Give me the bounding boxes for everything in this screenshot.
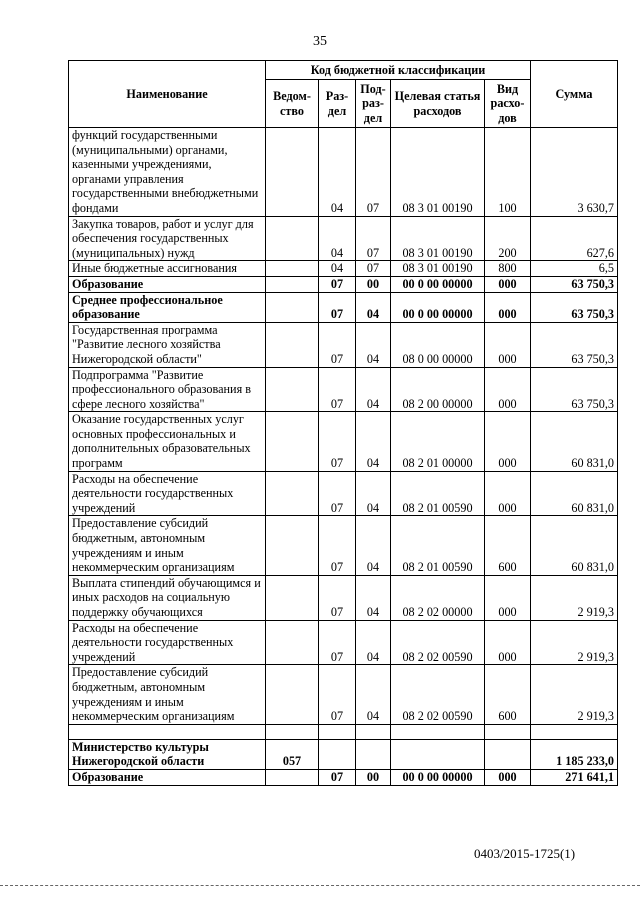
row-vr: 000 bbox=[485, 322, 531, 367]
table-row bbox=[69, 769, 618, 785]
row-vr: 100 bbox=[485, 128, 531, 217]
row-podrazdel: 07 bbox=[356, 261, 391, 277]
row-ved bbox=[266, 261, 319, 277]
row-ved bbox=[266, 724, 319, 739]
table-row bbox=[69, 292, 618, 322]
row-name: Предоставление субсидий бюджетным, автономным учреждениям и иным некоммерческим организациям bbox=[69, 665, 266, 724]
row-ved bbox=[266, 412, 319, 471]
table-row bbox=[69, 367, 618, 412]
row-sum: 627,6 bbox=[531, 216, 618, 261]
row-csr bbox=[391, 724, 485, 739]
row-sum: 6,5 bbox=[531, 261, 618, 277]
row-podrazdel: 04 bbox=[356, 367, 391, 412]
header-ved: Ведом-ство bbox=[266, 80, 319, 128]
row-vr: 000 bbox=[485, 292, 531, 322]
row-vr: 000 bbox=[485, 471, 531, 516]
row-ved bbox=[266, 769, 319, 785]
table-row bbox=[69, 516, 618, 575]
row-ved: 057 bbox=[266, 739, 319, 769]
row-razdel: 07 bbox=[319, 322, 356, 367]
row-name: Образование bbox=[69, 769, 266, 785]
row-name bbox=[69, 724, 266, 739]
header-sum: Сумма bbox=[531, 61, 618, 128]
page-bottom-divider bbox=[0, 885, 640, 886]
row-razdel: 07 bbox=[319, 471, 356, 516]
row-vr: 000 bbox=[485, 769, 531, 785]
row-podrazdel: 00 bbox=[356, 769, 391, 785]
table-body bbox=[69, 128, 618, 786]
row-sum bbox=[531, 724, 618, 739]
row-vr: 200 bbox=[485, 216, 531, 261]
row-vr: 600 bbox=[485, 516, 531, 575]
row-vr bbox=[485, 724, 531, 739]
row-podrazdel: 04 bbox=[356, 292, 391, 322]
row-sum: 63 750,3 bbox=[531, 292, 618, 322]
row-podrazdel: 04 bbox=[356, 322, 391, 367]
table-row bbox=[69, 261, 618, 277]
row-csr: 08 2 01 00590 bbox=[391, 471, 485, 516]
row-ved bbox=[266, 292, 319, 322]
row-name: Иные бюджетные ассигнования bbox=[69, 261, 266, 277]
row-name: Образование bbox=[69, 276, 266, 292]
row-csr: 08 3 01 00190 bbox=[391, 128, 485, 217]
row-razdel bbox=[319, 724, 356, 739]
row-name: Расходы на обеспечение деятельности государственных учреждений bbox=[69, 620, 266, 665]
row-csr: 08 2 02 00000 bbox=[391, 575, 485, 620]
header-razdel: Раз-дел bbox=[319, 80, 356, 128]
row-razdel: 07 bbox=[319, 292, 356, 322]
row-razdel: 07 bbox=[319, 620, 356, 665]
table-header bbox=[69, 61, 618, 128]
row-vr: 000 bbox=[485, 575, 531, 620]
table-row bbox=[69, 276, 618, 292]
row-podrazdel: 04 bbox=[356, 575, 391, 620]
row-csr: 00 0 00 00000 bbox=[391, 276, 485, 292]
row-name: Закупка товаров, работ и услуг для обеспечения государственных (муниципальных) нужд bbox=[69, 216, 266, 261]
row-ved bbox=[266, 471, 319, 516]
row-vr: 600 bbox=[485, 665, 531, 724]
row-razdel: 07 bbox=[319, 665, 356, 724]
document-code: 0403/2015-1725(1) bbox=[474, 846, 576, 861]
row-sum: 63 750,3 bbox=[531, 367, 618, 412]
row-ved bbox=[266, 128, 319, 217]
row-csr: 08 2 02 00590 bbox=[391, 665, 485, 724]
row-razdel: 04 bbox=[319, 261, 356, 277]
row-razdel: 04 bbox=[319, 128, 356, 217]
row-csr: 08 0 00 00000 bbox=[391, 322, 485, 367]
row-name: Расходы на обеспечение деятельности государственных учреждений bbox=[69, 471, 266, 516]
row-sum: 63 750,3 bbox=[531, 276, 618, 292]
row-sum: 60 831,0 bbox=[531, 471, 618, 516]
row-csr: 08 2 02 00590 bbox=[391, 620, 485, 665]
table-row bbox=[69, 471, 618, 516]
row-vr: 000 bbox=[485, 412, 531, 471]
table-row bbox=[69, 575, 618, 620]
row-razdel: 04 bbox=[319, 216, 356, 261]
row-name: Предоставление субсидий бюджетным, автономным учреждениям и иным некоммерческим организациям bbox=[69, 516, 266, 575]
table-row bbox=[69, 412, 618, 471]
row-podrazdel: 00 bbox=[356, 276, 391, 292]
row-csr: 08 2 01 00000 bbox=[391, 412, 485, 471]
header-podrazdel: Под-раз-дел bbox=[356, 80, 391, 128]
row-csr: 08 3 01 00190 bbox=[391, 261, 485, 277]
row-vr: 000 bbox=[485, 276, 531, 292]
row-podrazdel: 04 bbox=[356, 471, 391, 516]
row-razdel: 07 bbox=[319, 412, 356, 471]
row-podrazdel: 04 bbox=[356, 620, 391, 665]
row-name: Министерство культуры Нижегородской области bbox=[69, 739, 266, 769]
row-sum: 271 641,1 bbox=[531, 769, 618, 785]
table-row bbox=[69, 322, 618, 367]
row-csr: 00 0 00 00000 bbox=[391, 292, 485, 322]
table-spacer-row bbox=[69, 724, 618, 739]
row-razdel: 07 bbox=[319, 276, 356, 292]
row-sum: 1 185 233,0 bbox=[531, 739, 618, 769]
row-ved bbox=[266, 620, 319, 665]
table-row bbox=[69, 620, 618, 665]
row-podrazdel: 07 bbox=[356, 216, 391, 261]
row-csr: 00 0 00 00000 bbox=[391, 769, 485, 785]
row-sum: 60 831,0 bbox=[531, 412, 618, 471]
row-ved bbox=[266, 322, 319, 367]
row-ved bbox=[266, 516, 319, 575]
row-sum: 2 919,3 bbox=[531, 665, 618, 724]
row-razdel: 07 bbox=[319, 575, 356, 620]
row-name: Среднее профессиональное образование bbox=[69, 292, 266, 322]
row-name: Оказание государственных услуг основных профессиональных и дополнительных образовательных программ bbox=[69, 412, 266, 471]
row-razdel: 07 bbox=[319, 516, 356, 575]
row-vr: 000 bbox=[485, 620, 531, 665]
row-ved bbox=[266, 367, 319, 412]
row-name: Выплата стипендий обучающимся и иных расходов на социальную поддержку обучающихся bbox=[69, 575, 266, 620]
table-row bbox=[69, 739, 618, 769]
row-name: Подпрограмма "Развитие профессионального образования в сфере лесного хозяйства" bbox=[69, 367, 266, 412]
header-name: Наименование bbox=[69, 61, 266, 128]
row-vr: 000 bbox=[485, 367, 531, 412]
row-ved bbox=[266, 216, 319, 261]
row-razdel: 07 bbox=[319, 769, 356, 785]
row-razdel: 07 bbox=[319, 367, 356, 412]
row-csr: 08 2 01 00590 bbox=[391, 516, 485, 575]
row-sum: 3 630,7 bbox=[531, 128, 618, 217]
row-podrazdel bbox=[356, 739, 391, 769]
row-vr: 800 bbox=[485, 261, 531, 277]
row-csr: 08 2 00 00000 bbox=[391, 367, 485, 412]
header-csr: Целевая статья расходов bbox=[391, 80, 485, 128]
row-sum: 60 831,0 bbox=[531, 516, 618, 575]
row-podrazdel: 04 bbox=[356, 665, 391, 724]
header-vr: Вид расхо-дов bbox=[485, 80, 531, 128]
row-csr bbox=[391, 739, 485, 769]
row-ved bbox=[266, 665, 319, 724]
row-podrazdel: 07 bbox=[356, 128, 391, 217]
table-row bbox=[69, 665, 618, 724]
table-row bbox=[69, 216, 618, 261]
row-ved bbox=[266, 575, 319, 620]
row-vr bbox=[485, 739, 531, 769]
page-number: 35 bbox=[313, 34, 327, 49]
row-podrazdel bbox=[356, 724, 391, 739]
row-name: функций государственными (муниципальными) органами, казенными учреждениями, органами управления государственными внебюджетными фондами bbox=[69, 128, 266, 217]
row-name: Государственная программа "Развитие лесного хозяйства Нижегородской области" bbox=[69, 322, 266, 367]
row-ved bbox=[266, 276, 319, 292]
budget-table bbox=[68, 60, 618, 786]
row-csr: 08 3 01 00190 bbox=[391, 216, 485, 261]
table-row bbox=[69, 128, 618, 217]
row-razdel bbox=[319, 739, 356, 769]
row-sum: 2 919,3 bbox=[531, 620, 618, 665]
row-sum: 63 750,3 bbox=[531, 322, 618, 367]
row-podrazdel: 04 bbox=[356, 516, 391, 575]
header-classification-group: Код бюджетной классификации bbox=[266, 61, 531, 80]
row-sum: 2 919,3 bbox=[531, 575, 618, 620]
row-podrazdel: 04 bbox=[356, 412, 391, 471]
